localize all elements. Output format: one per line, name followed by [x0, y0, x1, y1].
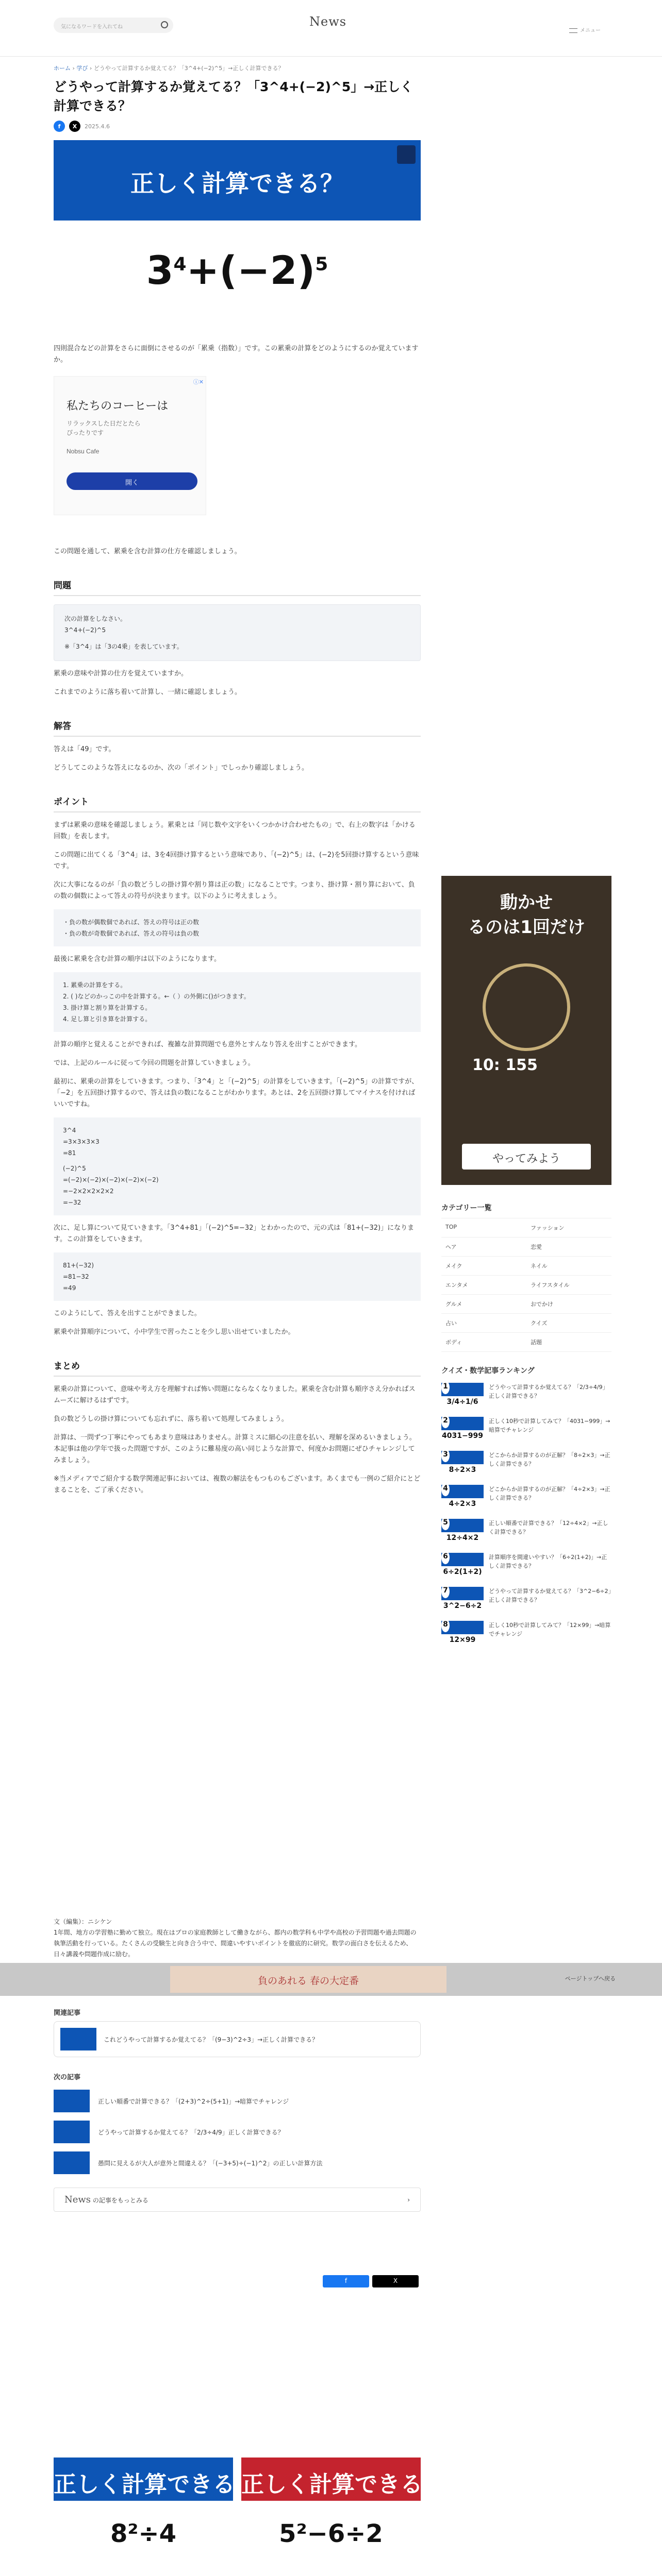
page-title: どうやって計算するか覚えてる？「3^4+(−2)^5」→正しく計算できる？: [54, 79, 413, 113]
calc-box-1: 3^4 =3×3×3×3 =81 (−2)^5 =(−2)×(−2)×(−2)×(−2)×(−2) =−2×2×2×2×2 =−32: [54, 1117, 421, 1215]
article-meta: [54, 121, 421, 132]
sidebar: [441, 876, 611, 1648]
ranking-item[interactable]: 7 3^2−6÷2 どうやって計算するか覚えてる？「3^2−6÷2」正しく計算できる？: [441, 1587, 611, 1614]
ranking-item[interactable]: 8 12×99 正しく10秒で計算してみて？「12×99」→暗算でチャレンジ: [441, 1621, 611, 1648]
ranking-heading: クイズ・数学記事ランキング: [441, 1367, 535, 1375]
category-item[interactable]: ボディ: [441, 1333, 526, 1352]
facebook-icon[interactable]: f: [54, 121, 65, 132]
ranking-item[interactable]: 2 4031−999 正しく10秒で計算してみて？「4031−999」→暗算でチャレンジ: [441, 1417, 611, 1444]
hero-equation: $3^4+(-2)^5$: [146, 247, 328, 293]
ranking-item[interactable]: 4 4÷2×3 どこからか計算するのが正解？「4÷2×3」→正しく計算できる？: [441, 1485, 611, 1512]
recommended-grid: [54, 2458, 445, 2576]
publish-date: 2025.4.6: [85, 123, 110, 130]
breadcrumb-current: どうやって計算するか覚えてる？「3^4+(−2)^5」→正しく計算できる？: [93, 65, 284, 72]
ranking-list: [441, 1383, 611, 1648]
ad-cta-button[interactable]: 開く: [67, 472, 197, 490]
heading-answer: 解答: [54, 716, 421, 737]
sign-rules-box: ・負の数が偶数個であれば、答えの符号は正の数 ・負の数が奇数個であれば、答えの符号は負の数: [54, 909, 421, 946]
site-logo[interactable]: News: [309, 14, 347, 29]
search-input[interactable]: 気になるワードを入れてね: [54, 18, 173, 33]
category-item[interactable]: メイク: [441, 1257, 526, 1276]
heading-problem: 問題: [54, 575, 421, 596]
ranking-item[interactable]: 5 12÷4×2 正しい順番で計算できる？「12÷4×2」→正しく計算できる？: [441, 1519, 611, 1546]
related-thumbnail: [60, 2028, 96, 2050]
next-article[interactable]: 愚問に見えるが大人が意外と間違える？「(−3+5)÷(−1)^2」の正しい計算方法: [54, 2151, 421, 2174]
intro-text: 四則混合などの計算をさらに面倒にさせるのが「累乗（指数）」です。この累乗の計算をどのようにするのか覚えていますか。: [54, 345, 419, 364]
ad-play-button[interactable]: やってみよう: [462, 1144, 591, 1170]
sticky-bottom-banner: [0, 1963, 662, 1996]
search-icon[interactable]: [161, 21, 168, 28]
calc-box-2: 81+(−32) =81−32 =49: [54, 1252, 421, 1301]
category-item[interactable]: 占い: [441, 1314, 526, 1333]
recommended-card[interactable]: 正しく計算できる 8²÷4: [54, 2458, 233, 2576]
ranking-thumbnail: 6 6÷2(1+2): [441, 1553, 484, 1580]
breadcrumb: ホーム › 学び › どうやって計算するか覚えてる？「3^4+(−2)^5」→正しく計算できる？: [54, 65, 284, 72]
author-profile: 文（編集）：ニシケン 1年間、地方の学習塾に勤めて独立。現在はプロの家庭教師として働きながら、都内の数学科も中学や高校の予習問題や過去問題の執筆活動を行っている。たくさんの受験生と向き合う中で、間違いやすいポイントを徹底的に研究。数学の面白さを伝えるため、日々講義や問題作成に励む。: [54, 1918, 417, 1958]
category-item[interactable]: エンタメ: [441, 1276, 526, 1295]
ranking-thumbnail: 3 8÷2×3: [441, 1451, 484, 1478]
ranking-thumbnail: 1 3/4÷1/6: [441, 1383, 484, 1410]
ranking-thumbnail: 5 12÷4×2: [441, 1519, 484, 1546]
category-list: [441, 1218, 611, 1352]
hamburger-icon: [569, 28, 577, 33]
ad-close-icon[interactable]: ⓘ✕: [193, 379, 204, 385]
facebook-share-button[interactable]: f: [323, 2275, 369, 2287]
hero-image: [54, 140, 421, 336]
site-header: [0, 0, 662, 57]
category-item[interactable]: TOP: [441, 1218, 526, 1238]
category-item[interactable]: グルメ: [441, 1295, 526, 1314]
category-item[interactable]: クイズ: [526, 1314, 611, 1333]
ranking-item[interactable]: 6 6÷2(1+2) 計算順序を間違いやすい？「6÷2(1+2)」→正しく計算できる？: [441, 1553, 611, 1580]
ranking-item[interactable]: 3 8÷2×3 どこからか計算するのが正解？「8÷2×3」→正しく計算できる？: [441, 1451, 611, 1478]
category-item[interactable]: ファッション: [526, 1218, 611, 1238]
order-box: 1. 累乗の計算をする。 2. ( )などのかっこの中を計算する。←（ ）の外側に()がつきます。 3. 掛け算と割り算を計算する。 4. 足し算と引き算を計算する。: [54, 972, 421, 1032]
recommended-card[interactable]: 正しく計算できる？ 5²−6÷2: [241, 2458, 421, 2576]
ranking-thumbnail: 7 3^2−6÷2: [441, 1587, 484, 1614]
page-top-link[interactable]: ページトップへ戻る: [565, 1975, 616, 1982]
menu-button[interactable]: メニュー: [569, 26, 601, 33]
next-article[interactable]: 正しい順番で計算できる？「(2+3)^2÷(5+1)」→暗算でチャレンジ: [54, 2090, 421, 2112]
category-item[interactable]: 恋愛: [526, 1238, 611, 1257]
category-item[interactable]: ライフスタイル: [526, 1276, 611, 1295]
inline-ad[interactable]: ⓘ✕ 私たちのコーヒーは リラックスした日だとたら ぴったりです Nobsu Cafe 開く: [54, 376, 206, 515]
ranking-thumbnail: 2 4031−999: [441, 1417, 484, 1444]
sidebar-ad[interactable]: 動かせ るのは1回だけ 10: 155 やってみよう: [441, 876, 611, 1185]
ranking-thumbnail: 4 4÷2×3: [441, 1485, 484, 1512]
heading-summary: まとめ: [54, 1355, 421, 1377]
category-item[interactable]: 話題: [526, 1333, 611, 1352]
hero-corner-icon: [397, 145, 416, 164]
category-item[interactable]: おでかけ: [526, 1295, 611, 1314]
category-heading: カテゴリー一覧: [441, 1204, 492, 1212]
article: ホーム › 学び › どうやって計算するか覚えてる？「3^4+(−2)^5」→正しく計算できる？ どうやって計算するか覚えてる？「3^4+(−2)^5」→正しく計算できる？ f X 2025.4.6 正しく計算できる？ $3^4+(-2)^5$ 四則混合などの計算をさらに面倒にさせるのが「累乗（指数）」です。この累乗の計算をどのようにするのか覚えていますか。 ⓘ✕ 私たちのコーヒーは リラックスした日だとたら ぴったりです Nobsu Cafe 開く この問題を通して、累乗を含む計算の仕方を確認しましょう。 問題 次の計算をしなさい。 3^4+(−2)^5 ※「3^4」は「3の4乗」を表しています。 累乗の意味や計算の仕方を覚えていますか。 これまでのように落ち着いて計算し、一緒に確認しましょう。 解答 答えは「49」です。 どうしてこのような答えになるのか、次の「ポイント」でしっかり確認しましょう。 ポイント まずは累乗の意味を確認しましょう。累乗とは「同じ数や文字をいくつかかけ合わせたもの」で、右上の数字は「かける回数」を表します。 この問題に出てくる「3^4」は、3を4回掛け算するという意味であり、「(−2)^5」は、(−2)を5回掛け算するという意味です。 次に大事になるのが「負の数どうしの掛け算や割り算は正の数」になることです。つまり、掛け算・割り算において、負の数の個数によって答えの符号が決まります。以下のように考えましょう。 ・負の数が偶数個であれば、答えの符号は正の数 ・負の数が奇数個であれば、答えの符号は負の数 最後に累乗を含む計算の順序は以下のようになります。 1. 累乗の計算をする。 2. ( )などのかっこの中を計算する。←（ ）の外側に()がつきます。 3. 掛け算と割り算を計算する。 4. 足し算と引き算を計算する。 計算の順序と覚えることができれば、複雑な計算問題でも意外とすんなり答えを出すことができます。 では、上記のルールに従って今回の問題を計算していきましょう。 最初に、累乗の計算をしていきます。つまり、「3^4」と「(−2)^5」の計算をしていきます。「(−2)^5」の計算ですが、「−2」を五回掛け算するので、答えは負の数になることがわかります。あとは、2を五回掛け算してマイナスを付ければいいですね。 3^4 =3×3×3×3 =81 (−2)^5 =(−2)×(−2)×(−2)×(−2)×(−2) =−2×2×2×2×2 =−32 次に、足し算について見ていきます。「3^4+81」「(−2)^5=−32」とわかったので、元の式は「81+(−32)」になります。この計算をしていきます。 81+(−32) =81−32 =49 このようにして、答えを出すことができました。 累乗や計算順序について、小中学生で習ったことを少し思い出せていましたか。 まとめ 累乗の計算について、意味や考え方を理解すれば怖い問題にならなくなりました。累乗を含む計算も順序さえ分かればスムーズに解けるはずです。 負の数どうしの掛け算についても忘れずに、落ち着いて処理してみましょう。 計算は、一問ずつ丁寧にやってもあまり意味はありません。計算ミスに細心の注意を払い、理解を深めるいきましょう。本記事は他の学年で扱った問題ですが、このように難易度の高い同じような計算で、何度かお問題にぜひチャレンジしてみましょう。 ※当メディアでご紹介する数学関連記事においては、複数の解法をもつものもございます。あくまでも一例のご紹介にとどまることを、ご了承ください。: [54, 65, 421, 1494]
hero-band: 正しく計算できる？: [54, 140, 421, 221]
x-share-button[interactable]: X: [372, 2275, 419, 2287]
game-dial-icon: [483, 963, 570, 1051]
category-item[interactable]: ヘア: [441, 1238, 526, 1257]
problem-box: 次の計算をしなさい。 3^4+(−2)^5 ※「3^4」は「3の4乗」を表しています。: [54, 604, 421, 661]
banner-ad[interactable]: 負のあれる 春の大定番: [170, 1966, 446, 1993]
category-item[interactable]: ネイル: [526, 1257, 611, 1276]
x-icon[interactable]: X: [69, 121, 80, 132]
breadcrumb-category[interactable]: 学び: [76, 65, 88, 72]
next-article[interactable]: どうやって計算するか覚えてる？「2/3÷4/9」正しく計算できる？: [54, 2121, 421, 2143]
post-article: 関連記事 これどうやって計算するか覚えてる？「(9−3)^2÷3」→正しく計算できる？ 次の記事 正しい順番で計算できる？「(2+3)^2÷(5+1)」→暗算でチャレンジ どうやって計算するか覚えてる？「2/3÷4/9」正しく計算できる？ 愚問に見えるが大人が意外と間違える？「(−3+5)÷(−1)^2」の正しい計算方法 News の記事をもっとみる ›: [54, 2004, 421, 2212]
share-buttons: [323, 2275, 419, 2287]
breadcrumb-home[interactable]: ホーム: [54, 65, 71, 72]
related-article[interactable]: これどうやって計算するか覚えてる？「(9−3)^2÷3」→正しく計算できる？: [54, 2021, 421, 2057]
heading-point: ポイント: [54, 791, 421, 812]
ranking-item[interactable]: 1 3/4÷1/6 どうやって計算するか覚えてる？「2/3÷4/9」正しく計算できる？: [441, 1383, 611, 1410]
more-articles-link[interactable]: News の記事をもっとみる ›: [54, 2188, 421, 2212]
chevron-right-icon: ›: [407, 2196, 410, 2204]
ranking-thumbnail: 8 12×99: [441, 1621, 484, 1648]
